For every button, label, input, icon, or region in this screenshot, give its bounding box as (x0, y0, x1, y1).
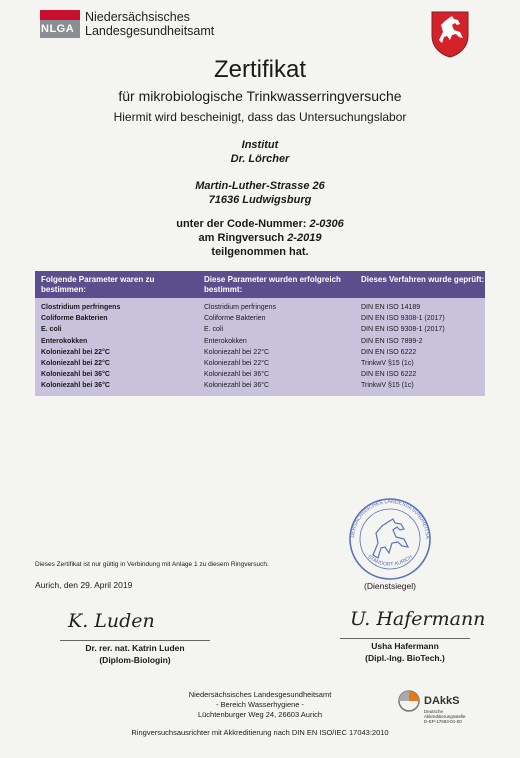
certificate-title: Zertifikat (213, 56, 306, 83)
table-cell: E. coli (204, 326, 224, 334)
dakks-line2: Akkreditierungsstelle (424, 714, 466, 719)
validity-note: Dieses Zertifikat ist nur gültig in Verbindung mit Anlage 1 zu diesem Ringversuch. (35, 561, 269, 568)
svg-text:STANDORT AURICH: STANDORT AURICH (366, 554, 414, 568)
table-header-determined: Diese Parameter wurden erfolgreich bestimmt: (204, 275, 341, 294)
nlga-logo (40, 10, 80, 38)
table-header-method: Dieses Verfahren wurde geprüft: (361, 275, 485, 284)
table-row (35, 313, 485, 324)
table-row (35, 369, 485, 380)
table-row (35, 358, 485, 369)
dakks-line1: Deutsche (424, 709, 444, 714)
table-cell: Clostridium perfringens (41, 304, 121, 311)
table-cell: Koloniezahl bei 22°C (41, 359, 110, 367)
nlga-logo-text: NLGA (41, 23, 75, 35)
left-signature-line (60, 640, 210, 641)
table-row (35, 380, 485, 391)
left-signature: K. Luden (68, 610, 155, 632)
lab-street: Martin-Luther-Strasse 26 (195, 180, 325, 192)
table-cell: DIN EN ISO 6222 (361, 348, 417, 356)
right-signature-line (340, 638, 470, 639)
table-body (35, 298, 485, 396)
table-cell: Coliforme Bakterien (41, 315, 108, 323)
right-signatory-name: Usha Hafermann (371, 641, 439, 651)
table-cell: TrinkwV §15 (1c) (361, 359, 414, 367)
table-cell: Clostridium perfringens (204, 304, 276, 311)
left-signatory-name: Dr. rer. nat. Katrin Luden (85, 643, 185, 653)
footer-address: Lüchtenburger Weg 24, 26603 Aurich (197, 710, 323, 719)
table-row (35, 324, 485, 335)
place-date: Aurich, den 29. April 2019 (35, 580, 133, 590)
svg-text:NIEDERSÄCHSISCHES LANDESGESUND: DERSÄCHSISCHES LANDESGESUNDHEITSA (349, 498, 431, 540)
dakks-details (424, 709, 466, 724)
lab-name: Dr. Lörcher (230, 153, 290, 165)
table-cell: Koloniezahl bei 22°C (204, 359, 270, 367)
table-cell: Enterokokken (41, 337, 88, 345)
right-signature: U. Hafermann (350, 608, 486, 630)
organization-name (85, 10, 214, 38)
table-row (35, 336, 485, 347)
footer-org: Niedersächsisches Landesgesundheitsamt (188, 690, 332, 699)
table-cell: Koloniezahl bei 36°C (204, 371, 270, 379)
table-header (35, 271, 485, 298)
table-row (35, 347, 485, 358)
table-cell: Koloniezahl bei 36°C (41, 382, 110, 390)
org-name-line1: Niedersächsisches (85, 10, 190, 24)
dakks-name: DAkkS (424, 695, 460, 707)
org-name-line2: Landesgesundheitsamt (85, 24, 215, 38)
table-cell: Koloniezahl bei 22°C (41, 348, 110, 356)
parameters-table (35, 271, 485, 396)
table-header-parameters: Folgende Parameter waren zu bestimmen: (41, 275, 155, 294)
code-line (0, 218, 520, 230)
footer-department: - Bereich Wasserhygiene - (215, 700, 305, 709)
left-signatory-title: (Diplom-Biologin) (99, 655, 171, 665)
round-line (0, 232, 520, 244)
right-signatory-title: (Dipl.-Ing. BioTech.) (365, 653, 445, 663)
table-cell: DIN EN ISO 7899-2 (361, 337, 423, 345)
table-cell: DIN EN ISO 6222 (361, 371, 417, 379)
official-seal (340, 495, 440, 580)
table-cell: DIN EN ISO 9308-1 (2017) (361, 315, 445, 323)
table-cell: DIN EN ISO 14189 (361, 304, 421, 311)
code-prefix: unter der Code-Nummer: (176, 218, 310, 230)
dakks-line3: D-EP-17683-01-00 (424, 719, 462, 724)
code-number: 2-0306 (309, 218, 344, 230)
table-row (35, 302, 485, 313)
table-cell: Coliforme Bakterien (204, 315, 266, 323)
table-cell: E. coli (41, 326, 62, 334)
table-cell: DIN EN ISO 9308-1 (2017) (361, 326, 445, 334)
participated-text: teilgenommen hat. (211, 246, 309, 258)
lower-saxony-coat-of-arms-icon (430, 10, 470, 58)
certificate-statement: Hiermit wird bescheinigt, dass das Untersuchungslabor (113, 110, 407, 124)
table-cell: Koloniezahl bei 22°C (204, 348, 270, 356)
certificate-subtitle: für mikrobiologische Trinkwasserringversuche (118, 88, 402, 104)
dakks-logo-icon (398, 690, 420, 712)
round-number: 2-2019 (287, 232, 322, 244)
table-cell: Koloniezahl bei 36°C (41, 371, 110, 379)
seal-label: (Dienstsiegel) (364, 581, 416, 591)
footer-accreditation: Ringversuchsausrichter mit Akkreditierung nach DIN EN ISO/IEC 17043:2010 (131, 728, 389, 737)
round-prefix: am Ringversuch (198, 232, 288, 244)
institut-label: Institut (241, 139, 279, 151)
table-cell: Enterokokken (204, 337, 247, 345)
lab-city: 71636 Ludwigsburg (208, 194, 312, 206)
table-cell: Koloniezahl bei 36°C (204, 382, 270, 390)
table-cell: TrinkwV §15 (1c) (361, 382, 414, 390)
